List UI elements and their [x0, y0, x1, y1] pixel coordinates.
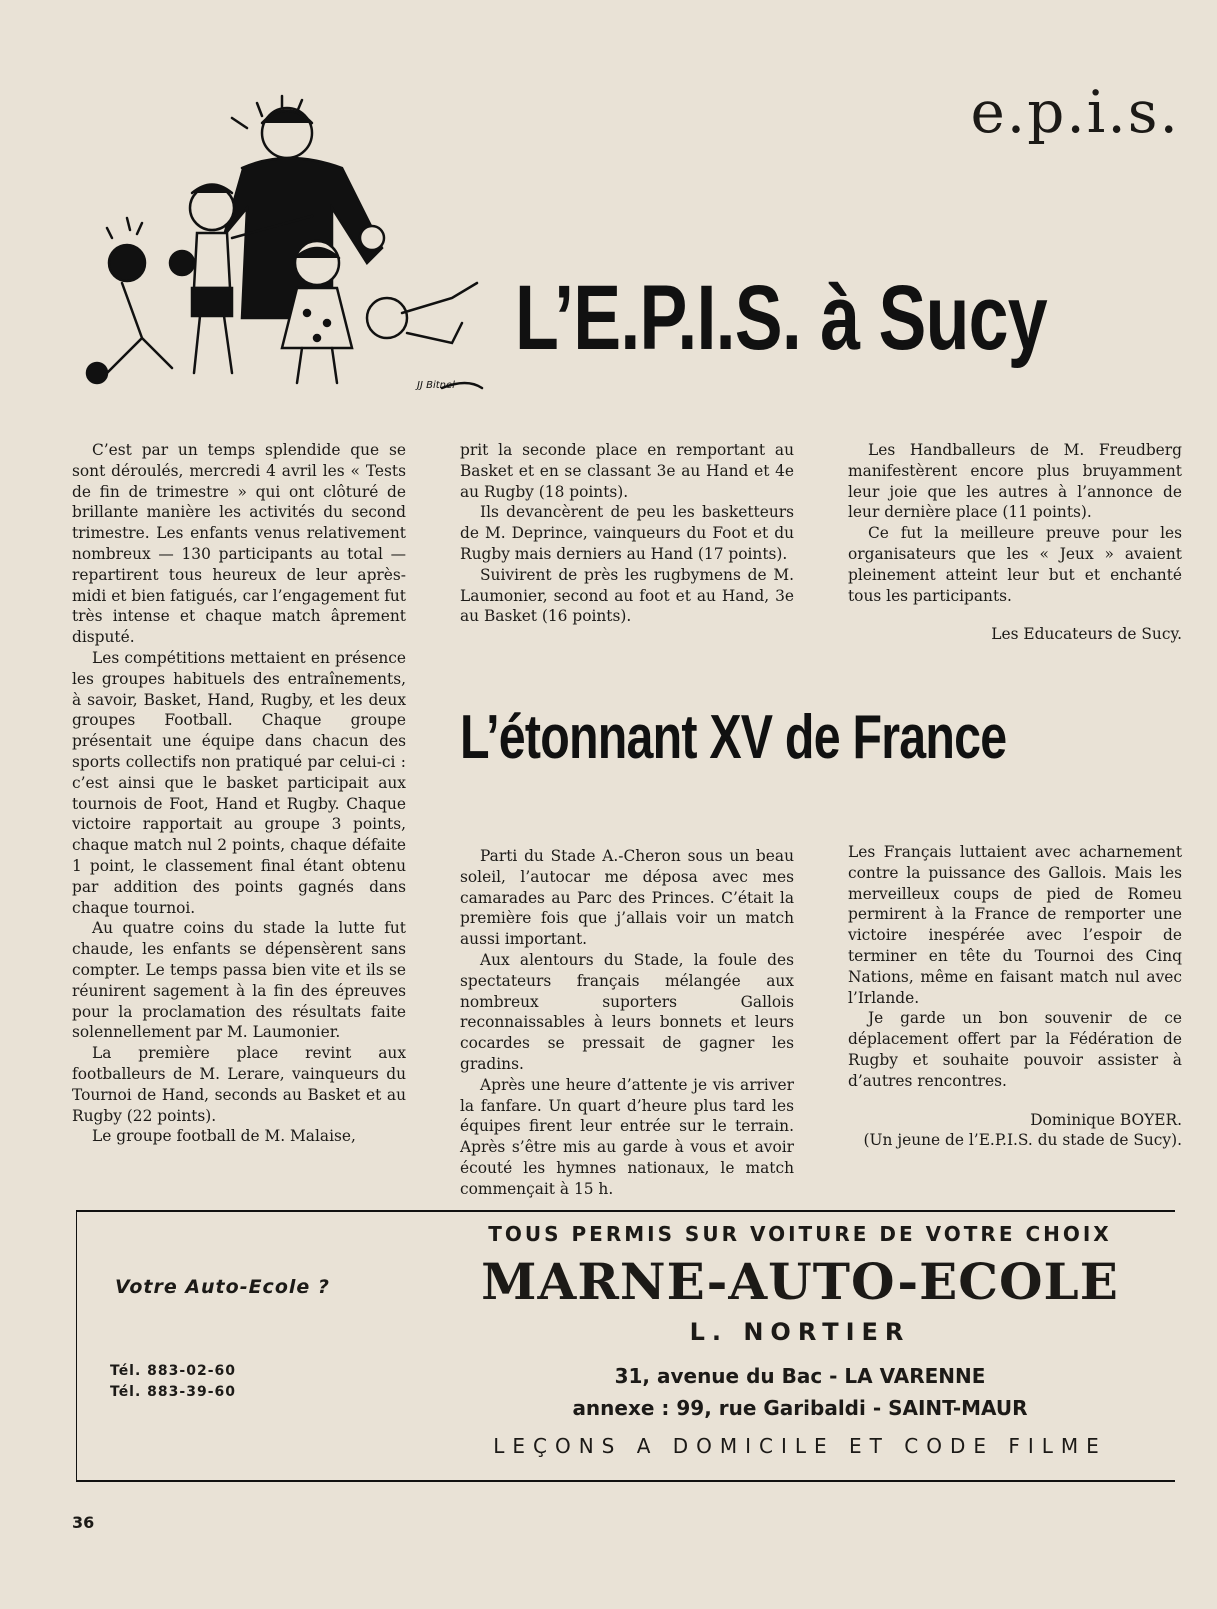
article1-column-1: [72, 440, 406, 1147]
article2-column-1: [460, 846, 794, 1200]
ad-address-2: annexe : 99, rue Garibaldi - SAINT-MAUR: [572, 1396, 1028, 1420]
article2-signature-note: (Un jeune de l’E.P.I.S. du stade de Sucy).: [863, 1131, 1182, 1150]
ad-left-title: Votre Auto-Ecole ?: [115, 1276, 330, 1298]
article1-signature: Les Educateurs de Sucy.: [991, 625, 1182, 644]
ad-phone-2: Tél. 883-39-60: [110, 1384, 236, 1400]
paragraph: C’est par un temps splendide que se sont déroulés, mercredi 4 avril les « Tests de fin de trimestre » qui ont clôturé de brillante manière les activités du second trimestre. Les enfants venus relativement nombreux — 130 participants au total — repartirent tous heureux de leur après-midi et bien fatigués, car l’engagement fut très intense et chaque match âprement disputé.: [72, 441, 406, 647]
article2-column-2: [848, 842, 1182, 1151]
ad-owner: L. NORTIER: [689, 1318, 911, 1346]
ad-brand: MARNE-AUTO-ECOLE: [481, 1252, 1119, 1311]
page-number: 36: [72, 1513, 95, 1532]
illustration-signature: JJ Bitnel: [417, 380, 455, 391]
ad-bottom-line: LEÇONS A DOMICILE ET CODE FILME: [493, 1434, 1107, 1458]
paragraph: Suivirent de près les rugbymens de M. Laumonier, second au foot et au Hand, 3e au Basket (16 points).: [460, 565, 794, 626]
article1-column-2: [460, 440, 794, 627]
paragraph: prit la seconde place en remportant au Basket et en se classant 3e au Hand et 4e au Rugby (18 points).: [460, 441, 794, 501]
paragraph: Les Handballeurs de M. Freudberg manifestèrent encore plus bruyamment leur joie que les autres à l’annonce de leur dernière place (11 points).: [848, 441, 1182, 522]
paragraph: Après une heure d’attente je vis arriver la fanfare. Un quart d’heure plus tard les équipes firent leur entrée sur le terrain. Après s’être mis au garde à vous et avoir écouté les hymnes nationaux, le match commençait à 15 h.: [460, 1075, 794, 1198]
paragraph: Les Français luttaient avec acharnement contre la puissance des Gallois. Mais les merveilleux coups de pied de Romeu permirent à la France de remporter une victoire inespérée avec l’espoir de terminer en tête du Tournoi des Cinq Nations, même en faisant match nul avec l’Irlande.: [848, 843, 1182, 1007]
section-tag: e.p.i.s.: [970, 78, 1180, 146]
article1-column-3: [848, 440, 1182, 645]
headline-xv-de-france: L’étonnant XV de France: [460, 703, 1007, 772]
paragraph: Parti du Stade A.-Cheron sous un beau soleil, l’autocar me déposa avec mes camarades au Parc des Princes. C’était la première fois que j’allais voir un match aussi important.: [460, 847, 794, 949]
paragraph: Ils devancèrent de peu les basketteurs de M. Deprince, vainqueurs du Foot et du Rugby mais derniers au Hand (17 points).: [460, 503, 794, 563]
paragraph: Les compétitions mettaient en présence les groupes habituels des entraînements, à savoir, Basket, Hand, Rugby, et les deux groupes Football. Chaque groupe présentait une équipe dans chacun des sports collectifs non pratiqué par celui-ci : c’est ainsi que le basket participait aux tournois de Foot, Hand et Rugby. Chaque victoire rapportait au groupe 3 points, chaque match nul 2 points, chaque défaite 1 point, le classement final étant obtenu par addition des points gagnés dans chaque tournoi.: [72, 648, 406, 917]
ad-address-1: 31, avenue du Bac - LA VARENNE: [614, 1364, 986, 1388]
paragraph: La première place revint aux footballeurs de M. Lerare, vainqueurs du Tournoi de Hand, seconds au Basket et au Rugby (22 points).: [72, 1044, 406, 1125]
article2-signature-name: Dominique BOYER.: [1030, 1110, 1182, 1129]
paragraph: Je garde un bon souvenir de ce déplacement offert par la Fédération de Rugby et souhaite pouvoir assister à d’autres rencontres.: [848, 1009, 1182, 1090]
paragraph: Ce fut la meilleure preuve pour les organisateurs que les « Jeux » avaient pleinement atteint leur but et enchanté tous les participants.: [848, 524, 1182, 605]
ad-phone-1: Tél. 883-02-60: [110, 1363, 236, 1379]
cartoon-illustration: [82, 88, 502, 408]
headline-epis-sucy: L’E.P.I.S. à Sucy: [515, 267, 1047, 369]
ad-top-line: TOUS PERMIS SUR VOITURE DE VOTRE CHOIX: [488, 1222, 1112, 1246]
paragraph: Le groupe football de M. Malaise,: [92, 1127, 356, 1146]
paragraph: Aux alentours du Stade, la foule des spectateurs français mélangée aux nombreux suporters Gallois reconnaissables à leurs bonnets et leurs cocardes se pressait de gagner les gradins.: [460, 950, 794, 1073]
paragraph: Au quatre coins du stade la lutte fut chaude, les enfants se dépensèrent sans compter. Le temps passa bien vite et ils se réunirent sagement à la fin des épreuves pour la proclamation des résultats faite solennellement par M. Laumonier.: [72, 919, 406, 1042]
